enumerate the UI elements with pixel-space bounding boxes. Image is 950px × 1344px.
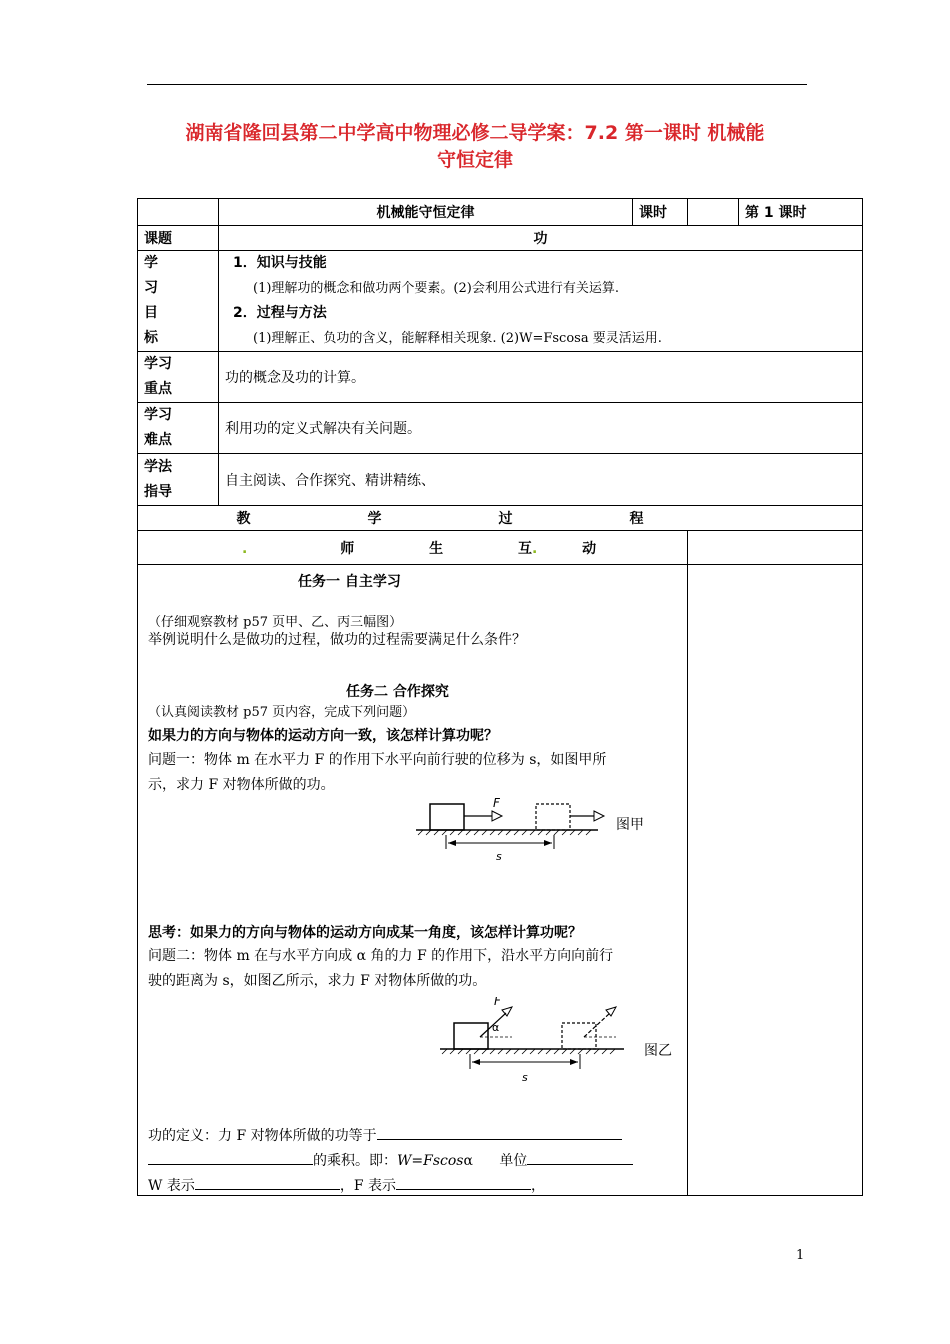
definition-line1 [148,1123,678,1148]
goal-heading-2: 2．过程与方法 [233,305,327,321]
trailing-comma: ， [531,1178,546,1194]
definition-line3 [148,1173,678,1198]
figure-yi [434,997,684,1087]
process-content [138,565,688,1196]
method-row [138,454,863,506]
angled-force-arrow-2 [584,1013,610,1037]
period-label: 课时 [633,199,688,226]
process-header-char-3: 过 [498,511,513,527]
question2-line2: 驶的距离为 s，如图乙所示，求力 F 对物体所做的功。 [148,973,487,989]
goals-label-char-4: 标 [144,330,158,346]
block-solid [430,804,464,830]
lesson-plan-table [137,198,863,1196]
key-points-text: 功的概念及功的计算。 [219,352,863,403]
task1-note: （仔细观察教材 p57 页甲、乙、丙三幅图） [148,615,403,630]
process-content-row [138,565,863,1196]
difficulties-label [138,403,219,454]
page-number: 1 [796,1248,805,1263]
displacement-arrow-left [448,840,456,846]
think-question: 思考：如果力的方向与物体的运动方向成某一角度，该怎样计算功呢？ [148,925,582,941]
figure-jia-label: 图甲 [616,817,644,833]
goals-row [138,251,863,352]
title-line-2: 守恒定律 [436,149,513,171]
force-arrowhead-2 [594,811,604,821]
interaction-header [138,531,688,565]
goals-label-char-2: 习 [144,280,158,296]
definition-line2 [148,1148,678,1173]
angle-label: α [492,1021,500,1034]
force-arrowhead [492,811,502,821]
question2-line1: 问题二：物体 m 在与水平方向成 α 角的力 F 的作用下，沿水平方向向前行 [148,948,614,964]
process-header-char-2: 学 [367,511,382,527]
period-value: 第 1 课时 [739,199,863,226]
marker-dot: . [531,540,538,557]
unit-blank[interactable] [527,1148,633,1165]
difficulties-text: 利用功的定义式解决有关问题。 [219,403,863,454]
key-points-label-2: 重点 [144,381,172,397]
process-header [138,506,863,531]
w-blank[interactable] [195,1173,340,1190]
interaction-char-2: 生 [429,540,444,557]
difficulties-label-2: 难点 [144,432,172,448]
force-label: F [493,796,500,810]
process-header-row [138,506,863,531]
task2-note: （认真阅读教材 p57 页内容，完成下列问题） [148,705,416,720]
process-notes-column [688,565,863,1196]
f-label: ，F 表示 [339,1178,397,1194]
f-blank[interactable] [396,1173,531,1190]
question1-line1: 问题一：物体 m 在水平力 F 的作用下水平向前行驶的位移为 s，如图甲所 [148,752,607,768]
goals-label-char-3: 目 [144,305,158,321]
displacement-label: s [522,1071,528,1084]
topic-cell: 机械能守恒定律 [219,199,633,226]
interaction-char-4: 动 [582,540,597,557]
document-title [130,120,820,174]
top-rule [147,84,807,85]
process-header-char-1: 教 [236,511,251,527]
interaction-header-row [138,531,863,565]
block-dashed [536,804,570,830]
interaction-char-1: 师 [340,540,355,557]
goals-label [138,251,219,352]
method-label [138,454,219,506]
displacement-arrow-left [472,1059,480,1065]
displacement-label: s [496,850,502,863]
definition-mid: 的乘积。即： [313,1153,397,1169]
goals-label-char-1: 学 [144,255,158,271]
key-points-label-1: 学习 [144,356,172,372]
figure-jia [408,795,668,865]
question1-line2: 示，求力 F 对物体所做的功。 [148,777,335,793]
goal-heading-1: 1．知识与技能 [233,255,327,271]
definition-prefix: 功的定义：力 F 对物体所做的功等于 [148,1128,377,1144]
w-label: W 表示 [148,1178,195,1194]
task1-question: 举例说明什么是做功的过程，做功的过程需要满足什么条件？ [148,632,526,648]
process-header-char-4: 程 [629,511,644,527]
key-points-label [138,352,219,403]
formula-alpha: α [463,1153,473,1169]
formula: W=Fscos [397,1153,464,1169]
period-empty-cell [688,199,739,226]
method-label-2: 指导 [144,483,172,500]
unit-label: 单位 [499,1153,528,1169]
interaction-notes-header [688,531,863,565]
header-row [138,199,863,226]
task2-bold-question: 如果力的方向与物体的运动方向一致，该怎样计算功呢？ [148,728,498,744]
method-label-1: 学法 [144,458,172,475]
difficulties-row [138,403,863,454]
method-text: 自主阅读、合作探究、精讲精练、 [219,454,863,506]
difficulties-label-1: 学习 [144,407,172,423]
displacement-arrow-right [544,840,552,846]
displacement-arrow-right [570,1059,578,1065]
key-points-row [138,352,863,403]
subject-label: 课题 [138,226,219,251]
definition-blank-1[interactable] [377,1123,622,1140]
definition-blank-2[interactable] [148,1148,313,1165]
figure-yi-label: 图乙 [644,1043,672,1059]
subject-value: 功 [219,226,863,251]
goals-content [219,251,863,352]
block-dashed [562,1023,596,1049]
marker-dot: . [242,540,248,557]
subject-row [138,226,863,251]
interaction-char-3: 互 [517,540,532,557]
goal-item-2: (1)理解正、负功的含义，能解释相关现象. (2)W=Fscosa 要灵活运用. [253,331,662,346]
force-label: F [494,997,501,1008]
block-solid [454,1023,488,1049]
header-empty-cell [138,199,219,226]
title-line-1: 湖南省隆回县第二中学高中物理必修二导学案：7.2 第一课时 机械能 [185,122,765,144]
goal-item-1: (1)理解功的概念和做功两个要素。(2)会利用公式进行有关运算. [253,281,619,296]
task2-title: 任务二 合作探究 [346,684,449,700]
task1-title: 任务一 自主学习 [298,574,401,590]
